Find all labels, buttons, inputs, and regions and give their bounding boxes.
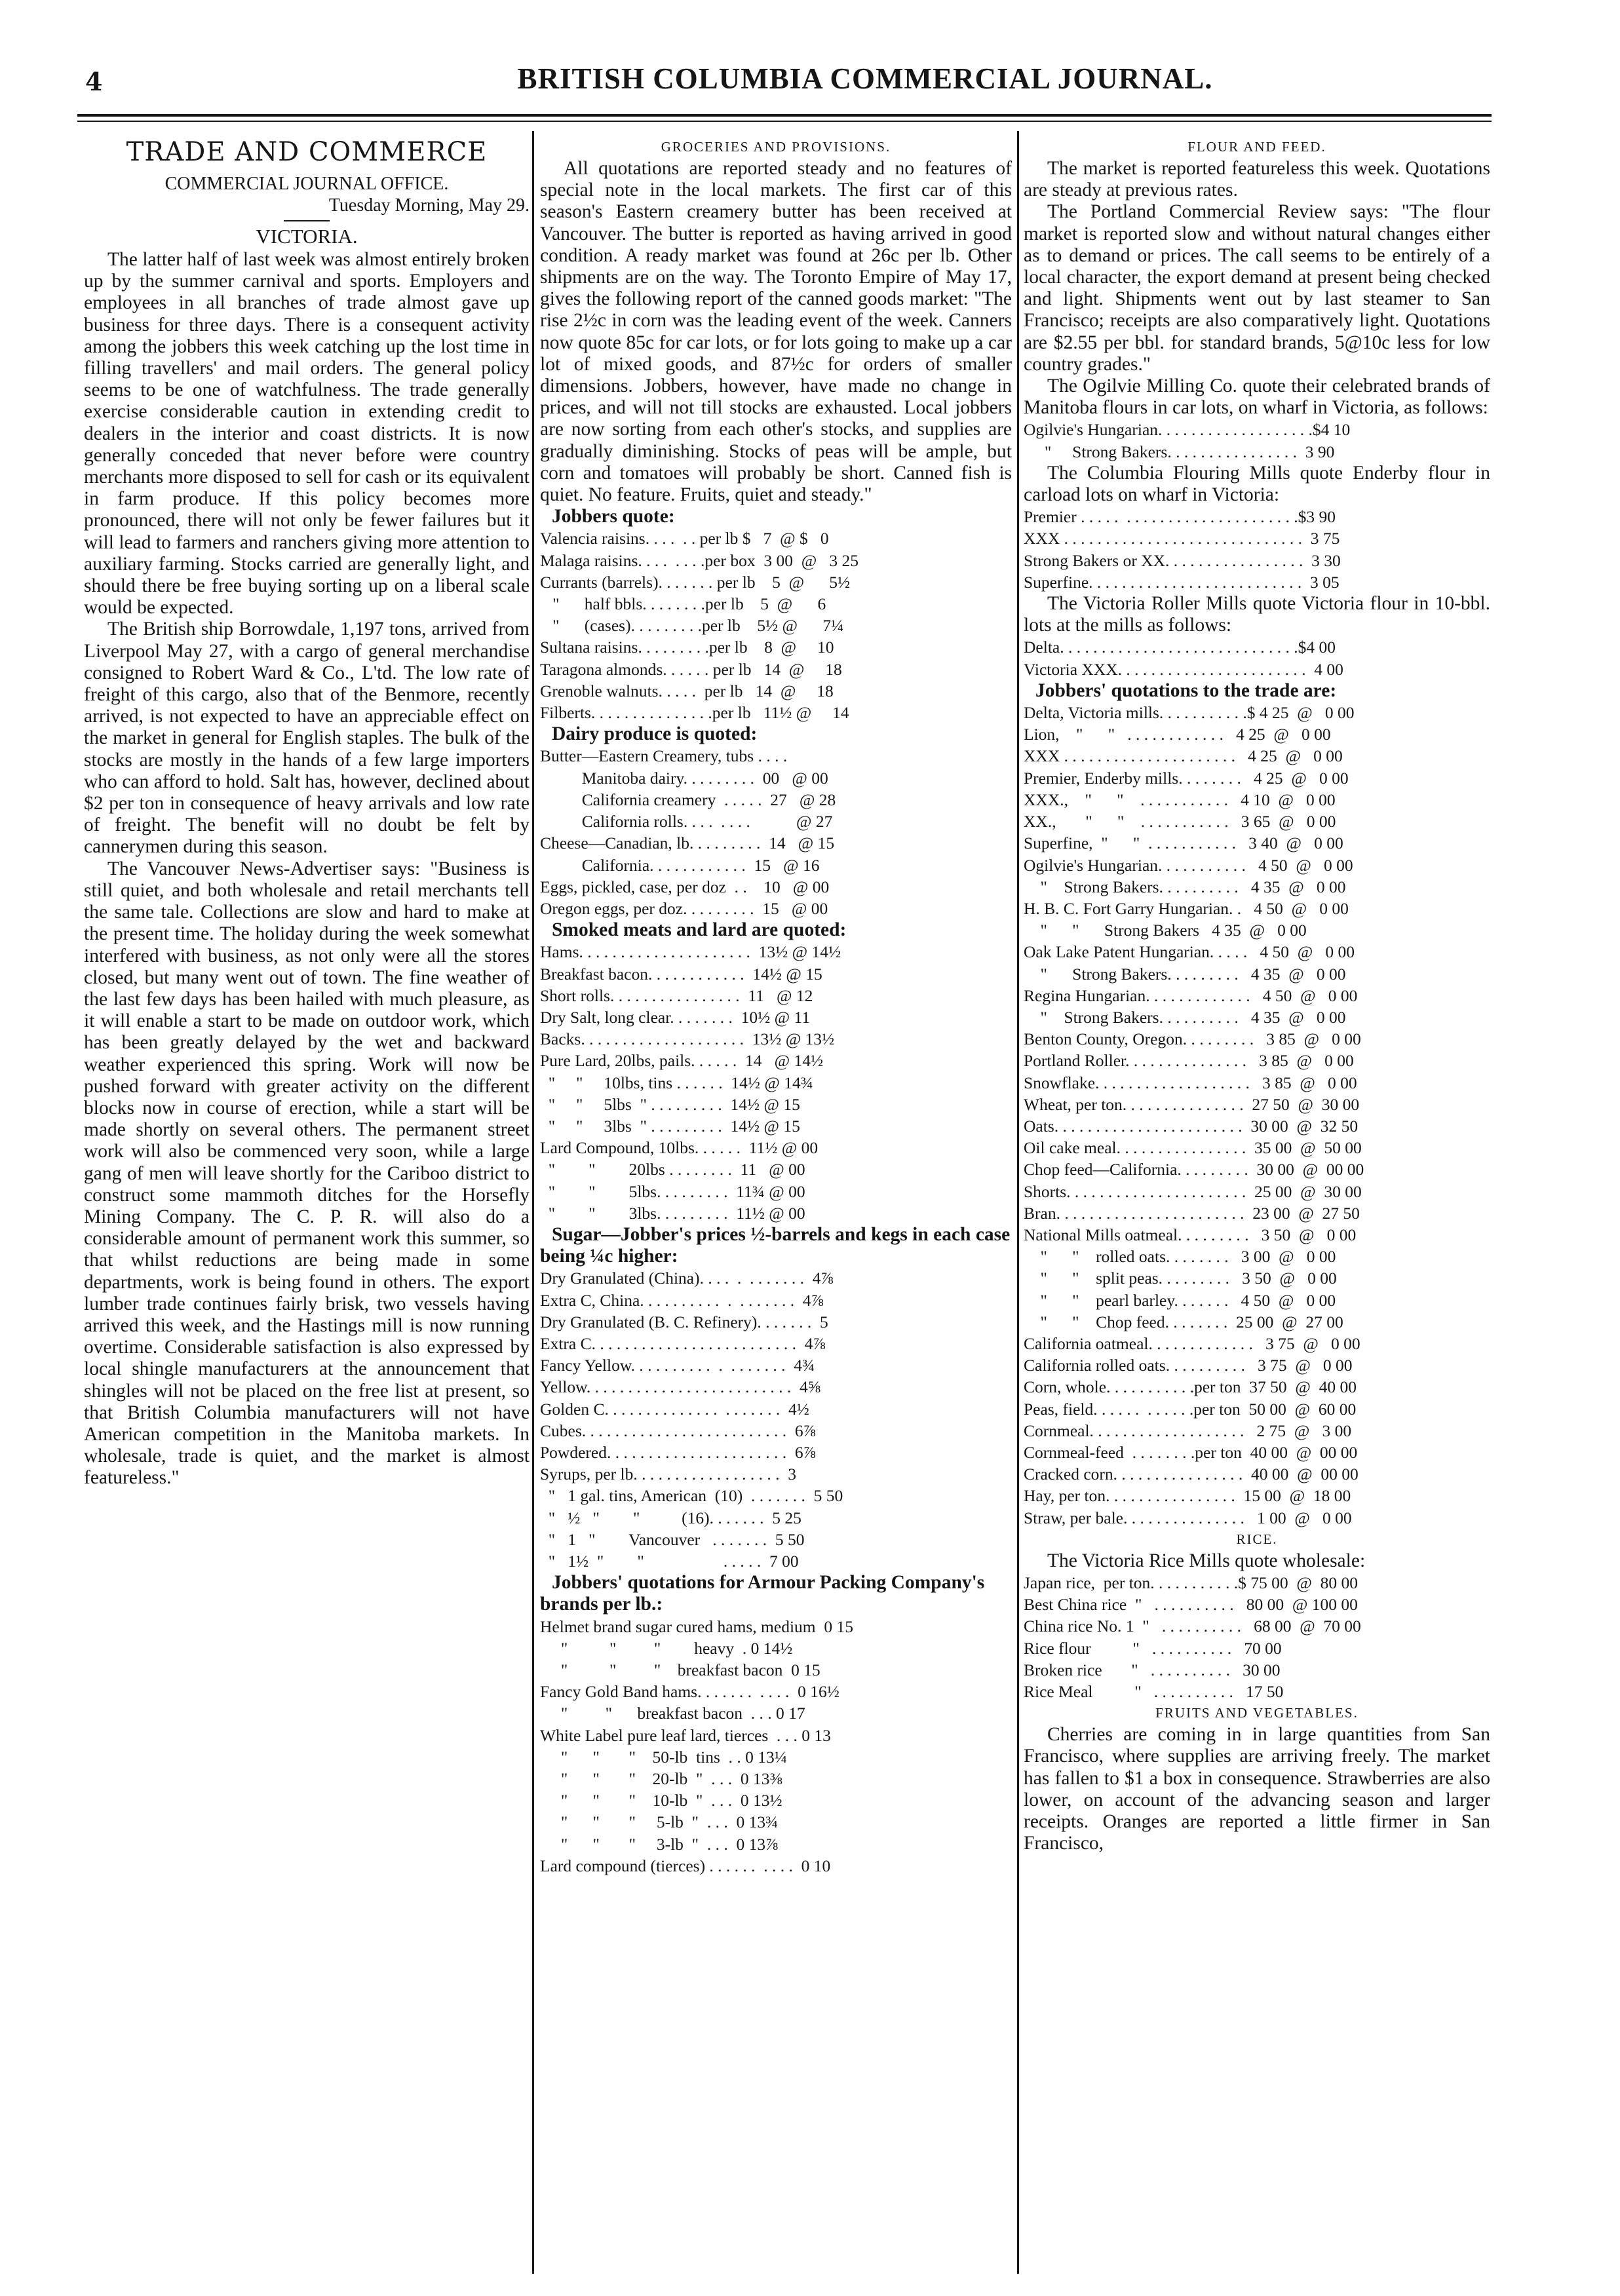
price-line: Butter—Eastern Creamery, tubs . . . . [540,746,788,766]
header-rule-thick [77,114,1492,117]
price-line: Fancy Gold Band hams. . . . . . . . . . . 0 16½ [540,1682,839,1702]
price-line: " " " breakfast bacon 0 15 [540,1660,820,1680]
section-heading-rice: RICE. [1236,1531,1278,1547]
price-line: Yellow. . . . . . . . . . . . . . . . . . . . . . . . . 4⅝ [540,1377,820,1397]
price-line: Cracked corn. . . . . . . . . . . . . . . . 40 00 @ 00 00 [1024,1464,1359,1484]
price-line: Strong Bakers or XX. . . . . . . . . . . . . . . . . 3 30 [1024,550,1341,570]
smoked-price-list [540,941,1012,1224]
price-line: " " 3lbs. . . . . . . . . 11½ @ 00 [540,1203,805,1223]
price-line: Lard compound (tierces) . . . . . . . . . . 0 10 [540,1856,831,1875]
price-line: Ogilvie's Hungarian. . . . . . . . . . . . . . . . . . .$4 10 [1024,420,1351,440]
price-line: XX., " " . . . . . . . . . . . 3 65 @ 0 00 [1024,812,1336,832]
price-line: Dry Granulated (B. C. Refinery). . . . . . . 5 [540,1312,828,1331]
column-trade-and-commerce [84,136,530,2274]
jobbers-price-list [540,527,1012,723]
price-line: " Strong Bakers. . . . . . . . . . 4 35 @ 0 00 [1024,877,1346,896]
price-line: Straw, per bale. . . . . . . . . . . . . . . 1 00 @ 0 00 [1024,1508,1352,1527]
price-line: " " " heavy . 0 14½ [540,1638,793,1658]
price-line: " " 5lbs. . . . . . . . . 11¾ @ 00 [540,1181,805,1201]
price-line: Currants (barrels). . . . . . . per lb 5 @ 5½ [540,572,851,592]
roller-paragraph: The Victoria Roller Mills quote Victoria flour in 10-bbl. lots at the mills as follows: [1024,593,1490,636]
price-line: Oats. . . . . . . . . . . . . . . . . . . . . . . 30 00 @ 32 50 [1024,1116,1359,1136]
price-line: Regina Hungarian. . . . . . . . . . . . . 4 50 @ 0 00 [1024,985,1358,1005]
price-line: Chop feed—California. . . . . . . . . 30 00 @ 00 00 [1024,1160,1364,1179]
price-line: Rice flour " . . . . . . . . . . 70 00 [1024,1638,1282,1658]
dairy-heading: Dairy produce is quoted: [552,723,758,745]
price-line: Extra C. . . . . . . . . . . . . . . . . . . . . . . . . 4⅞ [540,1333,826,1353]
price-line: " 1 " Vancouver . . . . . . . 5 50 [540,1529,805,1549]
price-line: Taragona almonds. . . . . . per lb 14 @ 18 [540,659,842,679]
price-line: Delta. . . . . . . . . . . . . . . . . . . . . . . . . . . . .$4 00 [1024,638,1336,657]
dairy-price-list [540,745,1012,919]
price-line: " " rolled oats. . . . . . . . 3 00 @ 0 00 [1024,1247,1336,1267]
price-line: Oil cake meal. . . . . . . . . . . . . . . . 35 00 @ 50 00 [1024,1138,1362,1158]
sugar-heading: Sugar—Jobber's prices ½-barrels and kegs in each case being ¼c higher: [540,1223,1011,1267]
price-line: Shorts. . . . . . . . . . . . . . . . . . . . . . 25 00 @ 30 00 [1024,1181,1362,1201]
price-line: " ½ " " (16). . . . . . . 5 25 [540,1508,801,1527]
price-line: " " Chop feed. . . . . . . . 25 00 @ 27 00 [1024,1312,1343,1331]
price-line: China rice No. 1 " . . . . . . . . . . 68 00 @ 70 00 [1024,1617,1361,1636]
section-heading-flour: FLOUR AND FEED. [1187,139,1326,155]
price-line: " " Strong Bakers 4 35 @ 0 00 [1024,921,1307,940]
price-line: XXX . . . . . . . . . . . . . . . . . . . . . . . . . . . . . 3 75 [1024,529,1340,548]
column-divider-1 [532,131,534,2274]
price-line: XXX., " " . . . . . . . . . . . 4 10 @ 0 00 [1024,790,1336,809]
price-line: Dry Salt, long clear. . . . . . . . 10½ @ 11 [540,1007,811,1027]
price-line: Cornmeal-feed . . . . . . . .per ton 40 00 @ 00 00 [1024,1442,1358,1462]
price-line: Hams. . . . . . . . . . . . . . . . . . . . . 13½ @ 14½ [540,942,841,962]
price-line: Victoria XXX. . . . . . . . . . . . . . . . . . . . . . . 4 00 [1024,659,1343,679]
section-heading-groceries: GROCERIES AND PROVISIONS. [661,139,891,155]
roller-price-list [1024,636,1490,679]
price-line: Pure Lard, 20lbs, pails. . . . . . 14 @ 14½ [540,1051,824,1071]
price-line: " " 10lbs, tins . . . . . . 14½ @ 14¾ [540,1073,813,1092]
price-line: Delta, Victoria mills. . . . . . . . . . .$ 4 25 @ 0 00 [1024,703,1355,723]
price-line: Wheat, per ton. . . . . . . . . . . . . . . 27 50 @ 30 00 [1024,1094,1360,1114]
price-line: Premier . . . . . . . . . . . . . . . . . . . . . . . . . .$3 90 [1024,507,1336,527]
price-line: Superfine, " " . . . . . . . . . . . 3 40 @ 0 00 [1024,833,1343,853]
price-line: " 1 gal. tins, American (10) . . . . . . . 5 50 [540,1486,843,1506]
price-line: Oak Lake Patent Hungarian. . . . . 4 50 @ 0 00 [1024,942,1355,962]
price-line: " Strong Bakers. . . . . . . . . . . . . . . . 3 90 [1024,442,1335,461]
page-header [0,60,1620,106]
price-line: Extra C, China. . . . . . . . . . . . . . . . . . 4⅞ [540,1290,824,1310]
price-line: Ogilvie's Hungarian. . . . . . . . . . . 4 50 @ 0 00 [1024,855,1353,875]
price-line: H. B. C. Fort Garry Hungarian. . 4 50 @ 0 00 [1024,898,1349,918]
price-line: Valencia raisins. . . . . . per lb $ 7 @ $ 0 [540,529,829,548]
rice-price-list [1024,1572,1490,1702]
price-line: California rolls. . . . . . . . @ 27 [540,812,833,832]
price-line: Corn, whole. . . . . . . . . . .per ton 37 50 @ 40 00 [1024,1377,1357,1397]
jobbers-trade-heading: Jobbers' quotations to the trade are: [1035,679,1337,701]
ogilvie-price-list [1024,419,1490,462]
journal-title: BRITISH COLUMBIA COMMERCIAL JOURNAL. [517,62,1213,95]
price-line: Cornmeal. . . . . . . . . . . . . . . . . . . 2 75 @ 3 00 [1024,1421,1352,1440]
city-heading: VICTORIA. [256,225,358,248]
price-line: California. . . . . . . . . . . . 15 @ 16 [540,855,820,875]
column-flour-and-feed [1024,136,1490,2274]
price-line: Eggs, pickled, case, per doz . . 10 @ 00 [540,877,830,896]
price-line: Hay, per ton. . . . . . . . . . . . . . . . 15 00 @ 18 00 [1024,1486,1351,1506]
price-line: Helmet brand sugar cured hams, medium 0 15 [540,1617,854,1636]
columbia-paragraph: The Columbia Flouring Mills quote Enderby flour in carload lots on wharf in Victoria: [1024,462,1490,506]
columbia-price-list [1024,506,1490,593]
price-line: " " " 10-lb " . . . 0 13½ [540,1791,782,1810]
price-line: National Mills oatmeal. . . . . . . . . 3 50 @ 0 00 [1024,1225,1357,1244]
price-line: Japan rice, per ton. . . . . . . . . . .$ 75 00 @ 80 00 [1024,1573,1359,1592]
price-line: " " split peas. . . . . . . . . 3 50 @ 0 00 [1024,1269,1337,1288]
price-line: Manitoba dairy. . . . . . . . . 00 @ 00 [540,768,828,788]
price-line: White Label pure leaf lard, tierces . . . 0 13 [540,1725,831,1745]
price-line: Benton County, Oregon. . . . . . . . . 3 85 @ 0 00 [1024,1029,1361,1049]
price-line: Backs. . . . . . . . . . . . . . . . . . . . 13½ @ 13½ [540,1029,835,1049]
flour-paragraph: The Portland Commercial Review says: "The flour market is reported slow and without natural changes either as to demand or prices. The call seems to be entirely of a local character, the export demand at present being checked and light. Shipments went out by last steamer to San Francisco; receipts are also comparatively light. Quotations are $2.55 per bbl. for standard brands, 5@10c less for low country grades." [1024,201,1490,375]
article-paragraph: The British ship Borrowdale, 1,197 tons, arrived from Liverpool May 27, with a cargo of general merchandise consigned to Robert Ward & Co., L'td. The low rate of freight of this cargo, also that of the Benmore, recently arrived, is not expected to have an appreciable effect on the market in general for English staples. The bulk of the stocks are mostly in the hands of a few large importers who can afford to hold. Salt has, however, declined about $2 per ton in consequence of heavy arrivals and low rate of freight. The benefit will no doubt be felt by cannerymen during this season. [84,619,530,858]
short-rule [284,220,330,221]
price-line: " Strong Bakers. . . . . . . . . 4 35 @ 0 00 [1024,964,1346,984]
price-line: Best China rice " . . . . . . . . . . 80 00 @ 100 00 [1024,1595,1358,1615]
price-line: " " 3lbs " . . . . . . . . . 14½ @ 15 [540,1116,800,1136]
rice-paragraph: The Victoria Rice Mills quote wholesale: [1047,1550,1366,1571]
price-line: Superfine. . . . . . . . . . . . . . . . . . . . . . . . . . 3 05 [1024,572,1340,592]
price-line: Cheese—Canadian, lb. . . . . . . . . 14 @ 15 [540,833,835,853]
fruits-paragraph: Cherries are coming in in large quantities from San Francisco, where supplies are arriving freely. The market has fallen to $1 a box in consequence. Strawberries are also lower, on account of the advancing season and larger receipts. Oranges are reported a little firmer in San Francisco, [1024,1724,1490,1854]
price-line: " half bbls. . . . . . . .per lb 5 @ 6 [540,594,826,614]
office-line: COMMERCIAL JOURNAL OFFICE. [164,174,449,194]
price-line: Powdered. . . . . . . . . . . . . . . . . . . . . . 6⅞ [540,1442,816,1462]
column-groceries [540,136,1012,2274]
section-heading-fruits: FRUITS AND VEGETABLES. [1155,1705,1359,1721]
price-line: Dry Granulated (China). . . . . . . . . . . . 4⅞ [540,1269,834,1288]
flour-paragraph: The Ogilvie Milling Co. quote their celebrated brands of Manitoba flours in car lots, on wharf in Victoria, as follows: [1024,375,1490,419]
price-line: Snowflake. . . . . . . . . . . . . . . . . . . 3 85 @ 0 00 [1024,1073,1357,1092]
price-line: Short rolls. . . . . . . . . . . . . . . . 11 @ 12 [540,985,813,1005]
article-paragraph: The Vancouver News-Advertiser says: "Business is still quiet, and both wholesale and retail merchants tell the same tale. Collections are slow and hard to make at the present time. The holiday during the week somewhat interfered with business, as not only were all the stores closed, but many went out of town. The fine weather of the last few days has been hailed with much pleasure, as it will enable a start to be made on outdoor work, which has been greatly delayed by the wet and backward weather experienced this spring. Work will now be pushed forward with greater activity on the different blocks now in course of erection, while a start will be made shortly on several others. The permanent street work will also be commenced very soon, while a large gang of men will leave shortly for the Cariboo district to construct some mammoth ditches for the Horsefly Mining Company. The C. P. R. will also do a considerable amount of permanent work this summer, so that whilst reductions are being made in some departments, work is being found in others. The export lumber trade continues fairly brisk, two vessels having arrived this week, and the Hastings mill is now running overtime. Considerable satisfaction is also expressed by local shingle manufacturers at the announcement that shingles will not be placed on the free list at present, so that British Columbia manufacturers will not have American competition in the Manitoba markets. In wholesale, trade is quiet, and the market is almost featureless." [84,858,530,1489]
price-line: " Strong Bakers. . . . . . . . . . 4 35 @ 0 00 [1024,1007,1346,1027]
price-line: California oatmeal. . . . . . . . . . . . . 3 75 @ 0 00 [1024,1333,1360,1353]
price-line: Filberts. . . . . . . . . . . . . . .per lb 11½ @ 14 [540,703,849,723]
price-line: Fancy Yellow. . . . . . . . . . . . . . . . . . 4¾ [540,1356,815,1375]
armour-heading: Jobbers' quotations for Armour Packing Company's brands per lb.: [540,1572,985,1615]
sugar-price-list [540,1267,1012,1572]
price-line: " " 20lbs . . . . . . . . 11 @ 00 [540,1160,805,1179]
price-line: " " " 3-lb " . . . 0 13⅞ [540,1834,779,1854]
price-line: " " pearl barley. . . . . . . 4 50 @ 0 00 [1024,1290,1336,1310]
price-line: Syrups, per lb. . . . . . . . . . . . . . . . . . 3 [540,1464,796,1484]
price-line: Breakfast bacon. . . . . . . . . . . . 14½ @ 15 [540,964,822,984]
price-line: Sultana raisins. . . . . . . . .per lb 8 @ 10 [540,638,834,657]
price-line: " " breakfast bacon . . . 0 17 [540,1704,805,1723]
header-rule-thin [77,121,1492,122]
price-line: " " " 20-lb " . . . 0 13⅜ [540,1769,782,1789]
groceries-intro: All quotations are reported steady and no features of special note in the local markets. The first car of this season's Eastern creamery butter has been received at Vancouver. The butter is reported as having arrived in good condition. A ready market was found at 26c per lb. Other shipments are on the way. The Toronto Empire of May 17, gives the following report of the canned goods market: "The rise 2½c in corn was the leading event of the week. Canners now quote 85c for car lots, or for lots going to make up a car lot of mixed goods, and 87½c for orders of smaller dimensions. Jobbers, however, have made no change in prices, and will not till stocks are exhausted. Local jobbers are now sorting from each other's stocks, and supplies are gradually diminishing. Stocks of peas will be ample, but corn and tomatoes will probably be short. Canned fish is quiet. No feature. Fruits, quiet and steady." [540,158,1012,506]
price-line: Oregon eggs, per doz. . . . . . . . . 15 @ 00 [540,898,828,918]
price-line: California creamery . . . . . 27 @ 28 [540,790,836,809]
price-line: " " 5lbs " . . . . . . . . . 14½ @ 15 [540,1094,800,1114]
jobbers-trade-price-list [1024,702,1490,1529]
price-line: Bran. . . . . . . . . . . . . . . . . . . . . . . 23 00 @ 27 50 [1024,1203,1360,1223]
price-line: Broken rice " . . . . . . . . . . 30 00 [1024,1660,1281,1679]
price-line: Rice Meal " . . . . . . . . . . 17 50 [1024,1682,1284,1702]
price-line: Peas, field. . . . . . . . . . . .per ton 50 00 @ 60 00 [1024,1399,1357,1419]
price-line: Lion, " " . . . . . . . . . . . . 4 25 @ 0 00 [1024,725,1331,744]
price-line: Malaga raisins. . . . . . . .per box 3 00 @ 3 25 [540,550,858,570]
price-line: Grenoble walnuts. . . . . per lb 14 @ 18 [540,681,834,700]
price-line: Lard Compound, 10lbs. . . . . . 11½ @ 00 [540,1138,819,1158]
dateline: Tuesday Morning, May 29. [328,195,530,216]
price-line: Portland Roller. . . . . . . . . . . . . . . 3 85 @ 0 00 [1024,1051,1354,1071]
jobbers-heading: Jobbers quote: [552,506,675,527]
page-number: 4 [85,67,103,96]
article-paragraph: The latter half of last week was almost entirely broken up by the summer carnival and sports. Employers and employees in all branches of trade almost gave up business for three days. There is a consequent activity among the jobbers this week catching up the lost time in filling travellers' and mail orders. The general policy seems to be one of watchfulness. The trade generally exercise considerable caution in extending credit to dealers in the interior and coast districts. It is now generally conceded that never before were country merchants more disposed to sell for cash or its equivalent in farm produce. If this policy becomes more pronounced, there will not only be fewer failures but it will lead to farmers and ranchers giving more attention to auxiliary farming. Stocks carried are generally light, and should there be free buying sorting up on a liberal scale would be expected. [84,249,530,619]
armour-price-list [540,1616,1012,1877]
price-line: " " " 50-lb tins . . 0 13¼ [540,1747,787,1767]
column-divider-2 [1017,131,1019,2274]
flour-paragraph: The market is reported featureless this week. Quotations are steady at previous rates. [1024,158,1490,201]
price-line: California rolled oats. . . . . . . . . . 3 75 @ 0 00 [1024,1356,1353,1375]
price-line: " (cases). . . . . . . . .per lb 5½ @ 7¼ [540,616,844,636]
smoked-heading: Smoked meats and lard are quoted: [552,919,847,941]
price-line: " 1½ " " . . . . . 7 00 [540,1552,799,1571]
price-line: XXX . . . . . . . . . . . . . . . . . . . . . 4 25 @ 0 00 [1024,746,1343,766]
section-heading-trade: TRADE AND COMMERCE [126,137,488,167]
price-line: Cubes. . . . . . . . . . . . . . . . . . . . . . . . . 6⅞ [540,1421,816,1440]
price-line: Premier, Enderby mills. . . . . . . . 4 25 @ 0 00 [1024,768,1349,788]
price-line: " " " 5-lb " . . . 0 13¾ [540,1812,779,1832]
price-line: Golden C. . . . . . . . . . . . . . . . . . . . . 4½ [540,1399,809,1419]
